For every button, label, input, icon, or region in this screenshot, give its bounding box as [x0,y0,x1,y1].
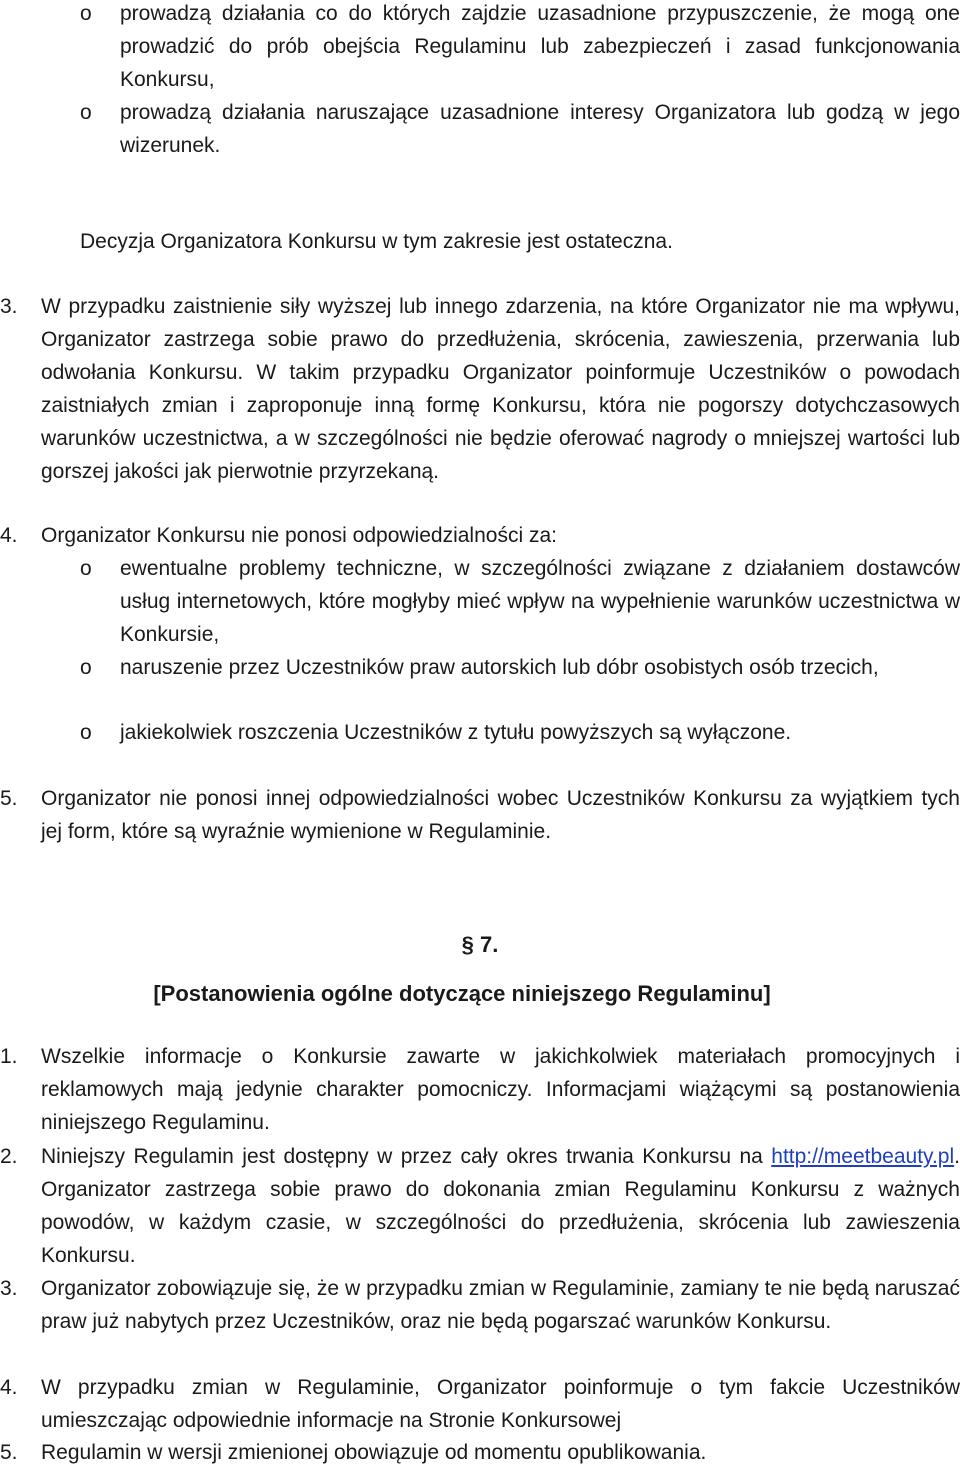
paragraph-text: Wszelkie informacje o Konkursie zawarte w jakichkolwiek materiałach promocyjnych i reklamowych mają jedynie charakter pomocniczy. Informacjami wiążącymi są postanowienia niniejszego Regulaminu. [41,1045,960,1134]
paragraph-text: Organizator zobowiązuje się, że w przypadku zmian w Regulaminie, zamiany te nie będą naruszać praw już nabytych przez Uczestników, oraz nie będą pogarszać warunków Konkursu. [41,1277,960,1333]
paragraph-number: 1. [0,1045,18,1068]
paragraph-number: 4. [0,1376,18,1399]
paragraph-text-end: . Organizator zastrzega sobie prawo do dokonania zmian Regulaminu Konkursu z ważnych powodów, w każdym czasie, w szczególności do przedłużenia, skrócenia lub zawieszenia Konkursu. [41,1145,960,1267]
section-paragraph-2 [0,1140,960,1272]
list-item [80,651,960,684]
list-item-text: prowadzą działania naruszające uzasadnione interesy Organizatora lub godzą w jego wizerunek. [120,101,960,157]
numbered-paragraph-4 [0,519,960,552]
paragraph-text: Organizator Konkursu nie ponosi odpowiedzialności za: [41,524,557,547]
section-paragraph-3 [0,1272,960,1338]
list-item-text: naruszenie przez Uczestników praw autorskich lub dóbr osobistych osób trzecich, [120,656,879,679]
paragraph-text: W przypadku zmian w Regulaminie, Organizator poinformuje o tym fakcie Uczestników umieszczając odpowiednie informacje na Stronie Konkursowej [41,1376,960,1432]
list-item-text: prowadzą działania co do których zajdzie uzasadnione przypuszczenie, że mogą one prowadzić do prób obejścia Regulaminu lub zabezpieczeń i zasad funkcjonowania Konkursu, [120,2,960,91]
numbered-paragraph-5 [0,782,960,848]
paragraph-number: 3. [0,1277,18,1300]
paragraph-number: 2. [0,1145,18,1168]
paragraph-number: 3. [0,295,18,318]
bullet-marker: o [80,557,92,580]
bullet-marker: o [80,656,92,679]
paragraph-number: 4. [0,524,18,547]
paragraph-text [41,1140,960,1272]
list-item [80,716,960,749]
paragraph-text-start: Niniejszy Regulamin jest dostępny w przez cały okres trwania Konkursu na [41,1145,772,1168]
paragraph-text: Organizator nie ponosi innej odpowiedzialności wobec Uczestników Konkursu za wyjątkiem tych jej form, które są wyraźnie wymienione w Regulaminie. [41,787,960,843]
list-item-text: jakiekolwiek roszczenia Uczestników z tytułu powyższych są wyłączone. [120,721,792,744]
decision-note: Decyzja Organizatora Konkursu w tym zakresie jest ostateczna. [80,230,673,253]
list-item [80,96,960,162]
section-paragraph-1 [0,1040,960,1139]
numbered-paragraph-3 [0,290,960,488]
website-link[interactable]: http://meetbeauty.pl [771,1145,955,1168]
paragraph-number: 5. [0,787,18,810]
paragraph-number: 5. [0,1441,18,1464]
section-paragraph-5 [0,1436,960,1469]
paragraph-text: Regulamin w wersji zmienionej obowiązuje od momentu opublikowania. [41,1441,707,1464]
list-item [80,0,960,96]
section-paragraph-4 [0,1371,960,1437]
bullet-marker: o [80,2,92,25]
bullet-marker: o [80,101,92,124]
bullet-marker: o [80,721,92,744]
section-title: [Postanowienia ogólne dotyczące niniejszego Regulaminu] [153,981,771,1006]
section-heading-number: § 7. [461,932,499,957]
list-item-text: ewentualne problemy techniczne, w szczególności związane z działaniem dostawców usług internetowych, które mogłyby mieć wpływ na wypełnienie warunków uczestnictwa w Konkursie, [120,557,960,646]
paragraph-text: W przypadku zaistnienie siły wyższej lub innego zdarzenia, na które Organizator nie ma wpływu, Organizator zastrzega sobie prawo do przedłużenia, skrócenia, zawieszenia, przerwania lub odwołania Konkursu. W takim przypadku Organizator poinformuje Uczestników o powodach zaistniałych zmian i zaproponuje inną formę Konkursu, która nie pogorszy dotychczasowych warunków uczestnictwa, a w szczególności nie będzie oferować nagrody o mniejszej wartości lub gorszej jakości jak pierwotnie przyrzekaną. [41,295,960,483]
list-item [80,552,960,651]
